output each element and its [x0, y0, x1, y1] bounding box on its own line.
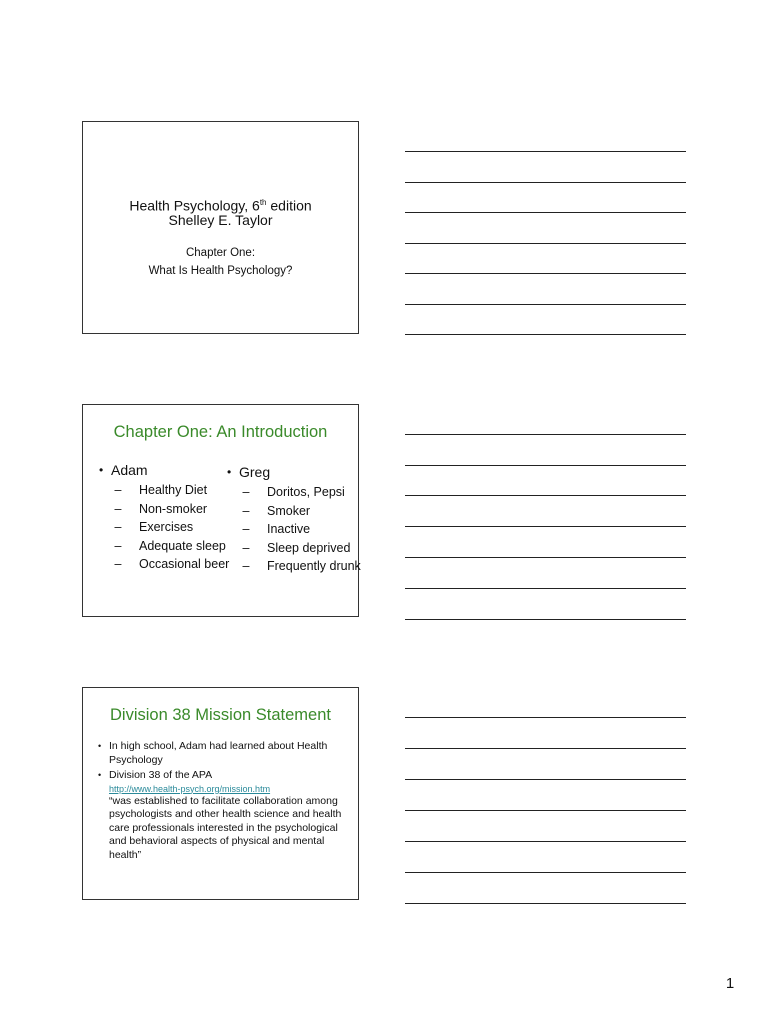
- list-item: – Inactive: [242, 522, 311, 536]
- note-line: [405, 779, 686, 780]
- list-item: – Doritos, Pepsi: [242, 485, 345, 499]
- slide-2: [82, 404, 359, 617]
- adam-column: [97, 461, 229, 574]
- note-line: [405, 212, 686, 213]
- note-line: [405, 495, 686, 496]
- list-item: – Exercises: [114, 520, 194, 534]
- note-line: [405, 243, 686, 244]
- note-line: [405, 748, 686, 749]
- note-line: [405, 557, 686, 558]
- list-item: – Sleep deprived: [242, 540, 351, 555]
- greg-column: [225, 463, 361, 576]
- mission-link[interactable]: http://www.health-psych.org/mission.htm: [109, 783, 271, 794]
- note-line: [405, 810, 686, 811]
- list-item: – Healthy Diet: [114, 483, 208, 497]
- page-number: 1: [725, 975, 735, 992]
- note-line: [405, 841, 686, 842]
- slide-3: [82, 687, 359, 900]
- note-line: [405, 588, 686, 589]
- list-item: – Occasional beer: [114, 557, 230, 571]
- note-line: [405, 334, 686, 335]
- note-line: [405, 273, 686, 274]
- greg-heading: • Greg: [225, 463, 361, 481]
- slide-3-heading: Division 38 Mission Statement: [109, 706, 331, 724]
- note-line: [405, 151, 686, 152]
- list-item: – Smoker: [242, 503, 311, 518]
- note-line: [405, 872, 686, 873]
- slide-2-heading: Chapter One: An Introduction: [113, 423, 328, 441]
- mission-quote: “was established to facilitate collaboration among psychologists and other health science and health care professionals interested in the psychological and behavioral aspects of physical and mental health”: [109, 794, 342, 861]
- list-item: – Frequently drunk: [242, 559, 361, 573]
- slide-1-chapter: Chapter One:: [185, 247, 256, 259]
- bullet-health-psychology: • In high school, Adam had learned about Health Psychology: [97, 740, 349, 767]
- list-item: – Non-smoker: [114, 501, 208, 516]
- bullet-division-38: • Division 38 of the APA http://www.health-psych.org/mission.htm “was established to facilitate collaboration among psychologists and other health science and health care professionals interested in the psychological and behavioral aspects of physical and mental health”: [97, 769, 349, 862]
- note-line: [405, 304, 686, 305]
- note-line: [405, 717, 686, 718]
- adam-list: [97, 481, 229, 574]
- list-item: – Adequate sleep: [114, 538, 226, 553]
- note-line: [405, 465, 686, 466]
- slide-3-list: [97, 740, 349, 864]
- note-line: [405, 903, 686, 904]
- slide-1-author: Shelley E. Taylor: [168, 212, 273, 228]
- adam-heading: • Adam: [97, 461, 229, 479]
- slide-1-question: What Is Health Psychology?: [148, 265, 293, 277]
- slide-1: [82, 121, 359, 334]
- note-line: [405, 526, 686, 527]
- greg-list: [225, 483, 361, 576]
- note-line: [405, 434, 686, 435]
- note-line: [405, 619, 686, 620]
- slide-1-title: Health Psychology, 6th edition: [129, 197, 312, 214]
- note-line: [405, 182, 686, 183]
